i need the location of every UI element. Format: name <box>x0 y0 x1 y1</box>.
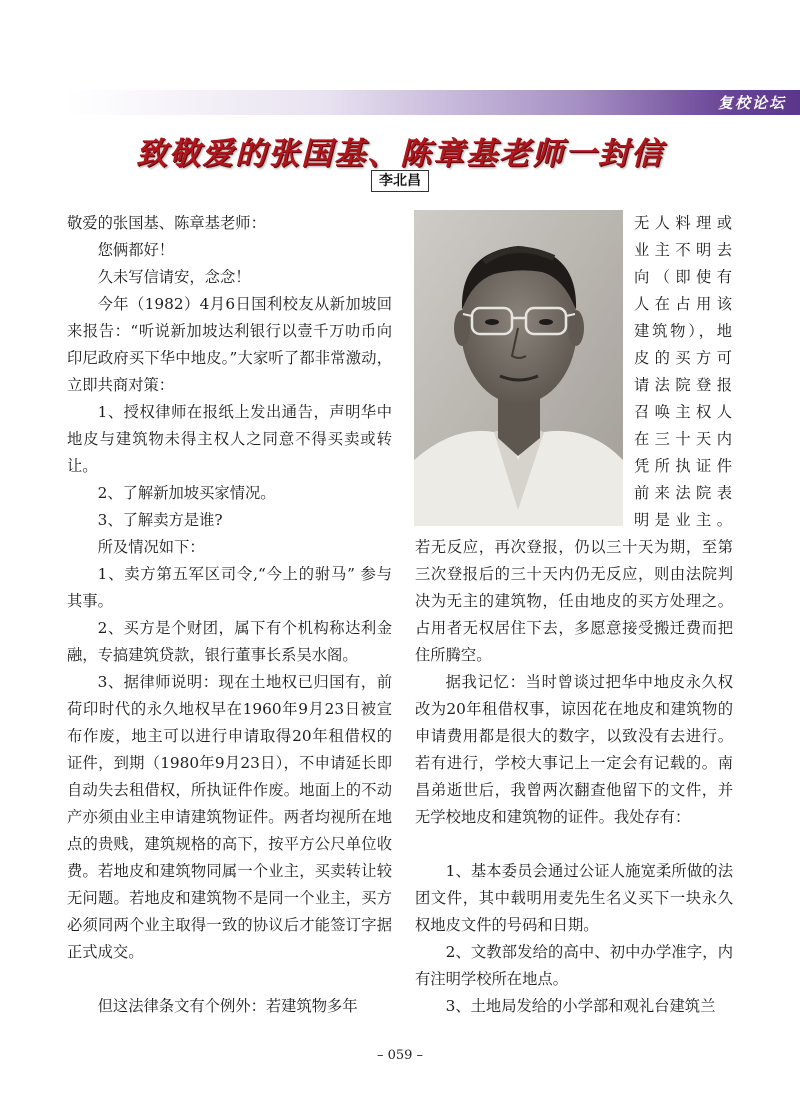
salutation: 敬爱的张国基、陈章基老师： <box>67 214 266 232</box>
text-line: 召唤主权人 <box>634 403 732 421</box>
list-item-countermeasure-1: 1、授权律师在报纸上发出通告，声明华中地皮与建筑物未得主权人之同意不得买卖或转让。 <box>67 403 392 475</box>
text-line: 凭所执证件 <box>634 457 732 475</box>
text-line: 明是业主。 <box>634 511 732 529</box>
list-item-countermeasure-3: 3、了解卖方是谁? <box>97 511 223 529</box>
text-line: 在三十天内 <box>634 430 732 448</box>
text-line: 人在占用该 <box>634 295 732 313</box>
text-line: 业主不明去 <box>634 241 732 259</box>
text-beside-photo <box>634 210 732 534</box>
list-item-countermeasure-2: 2、了解新加坡买家情况。 <box>97 484 276 502</box>
text-line: 请法院登报 <box>634 376 732 394</box>
list-item-finding-2: 2、买方是个财团，属下有个机构称达利金融，专搞建筑贷款，银行董事长系吴水阁。 <box>67 619 392 664</box>
greeting: 您俩都好！ <box>97 241 175 259</box>
paragraph-exception: 但这法律条文有个例外：若建筑物多年 <box>97 997 358 1015</box>
list-item-document-1: 1、基本委员会通过公证人施宽柔所做的法团文件，其中载明用麦先生名义买下一块永久权地皮文件的号码和日期。 <box>415 862 733 934</box>
text-line: 建筑物），地 <box>634 322 732 340</box>
text-line: 无人料理或 <box>634 214 732 232</box>
portrait-photo <box>414 210 623 526</box>
list-item-finding-1: 1、卖方第五军区司令,“今上的驸马” 参与其事。 <box>67 565 392 610</box>
paragraph-report: 今年（1982）4月6日国利校友从新加坡回来报告：“听说新加坡达利银行以壹千万叻币向印尼政府买下华中地皮。”大家听了都非常激动，立即共商对策： <box>67 295 392 394</box>
article-author: 李北昌 <box>371 170 429 192</box>
paragraph-court-process: 若无反应，再次登报，仍以三十天为期，至第三次登报后的三十天内仍无反应，则由法院判决为无主的建筑物，任由地皮的买方处理之。占用者无权居住下去，多愿意接受搬迁费而把住所腾空。 <box>415 538 733 664</box>
article-title: 致敬爱的张国基、陈章基老师一封信 <box>136 136 664 172</box>
text-line: 前来法院表 <box>634 484 732 502</box>
findings-intro: 所及情况如下： <box>97 538 205 556</box>
list-item-finding-3: 3、据律师说明：现在土地权已归国有，前荷印时代的永久地权早在1960年9月23日被宣布作废，地主可以进行申请取得20年租借权的证件，到期（1980年9月23日），不申请延长即自动失去租借权，所执证件作废。地面上的不动产亦须由业主申请建筑物证件。两者均视所在地点的贵贱，建筑规格的高下，按平方公尺单位收费。若地皮和建筑物同属一个业主，买卖转让较无问题。若地皮和建筑物不是同一个业主，买方必须同两个业主取得一致的协议后才能签订字据正式成交。 <box>67 673 392 961</box>
list-item-document-2: 2、文教部发给的高中、初中办学准字，内有注明学校所在地点。 <box>415 943 733 988</box>
paragraph-memory: 据我记忆：当时曾谈过把华中地皮永久权改为20年租借权事，谅因花在地皮和建筑物的申请费用都是很大的数字，以致没有去进行。若有进行，学校大事记上一定会有记载的。南昌弟逝世后，我曾两次翻查他留下的文件，并无学校地皮和建筑物的证件。我处存有： <box>415 673 733 826</box>
page-number: – 059 – <box>376 1048 424 1063</box>
section-label: 复校论坛 <box>717 94 786 112</box>
section-banner <box>66 90 800 115</box>
text-line: 皮的买方可 <box>634 349 732 367</box>
list-item-document-3: 3、土地局发给的小学部和观礼台建筑兰 <box>445 997 716 1015</box>
greeting-2: 久未写信请安，念念！ <box>97 268 251 286</box>
text-line: 向（即使有 <box>634 268 732 286</box>
